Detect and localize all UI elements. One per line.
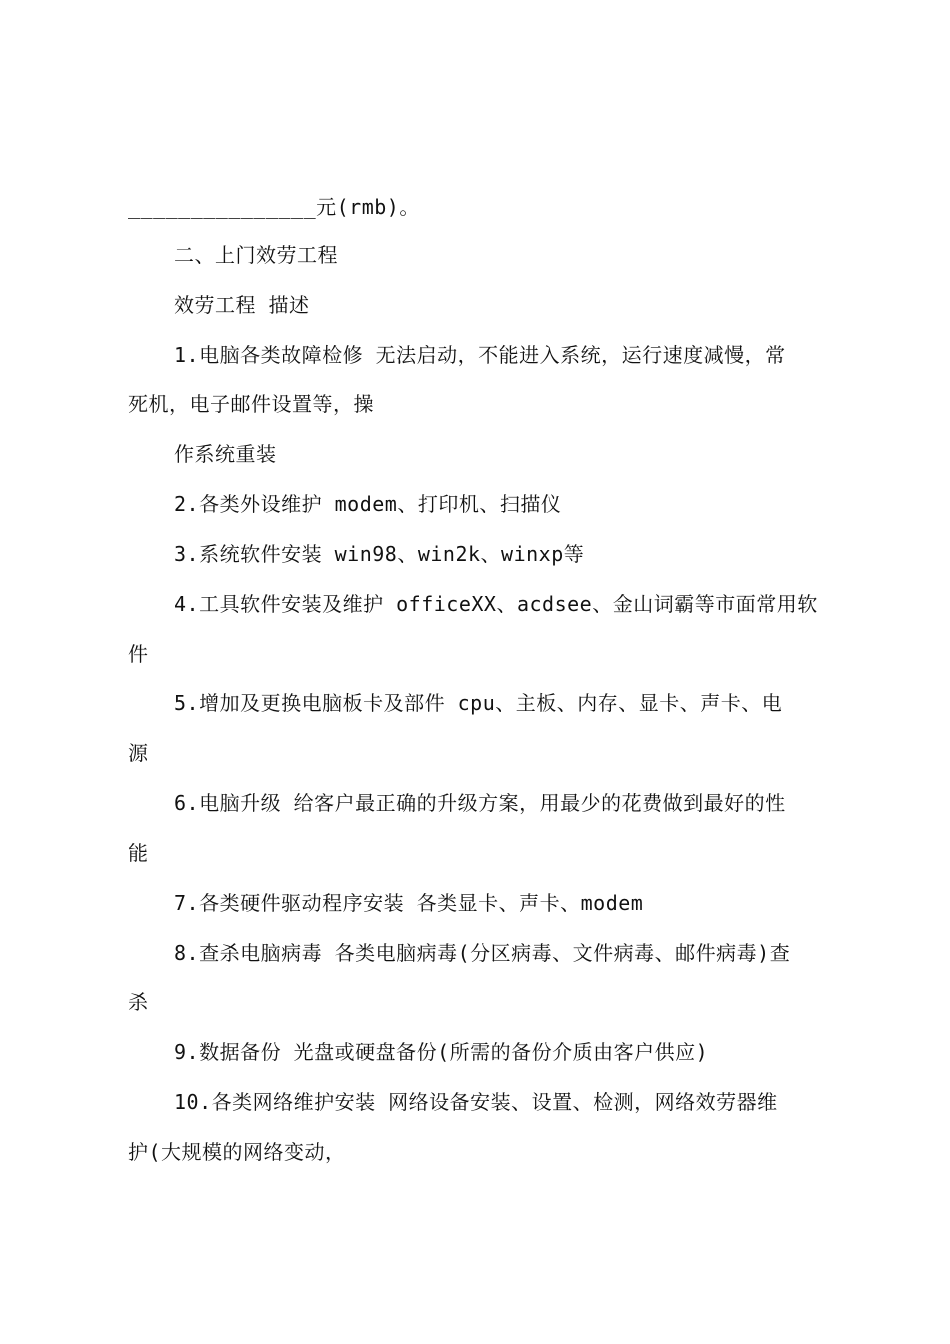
service-item-1-cont-2: 作系统重装 [174, 442, 277, 466]
service-item-4: 4.工具软件安装及维护 officeXX、acdsee、金山词霸等市面常用软 [174, 592, 818, 616]
service-item-3: 3.系统软件安装 win98、win2k、winxp等 [174, 542, 585, 566]
table-header-line: 效劳工程 描述 [174, 293, 310, 317]
price-line: _______________元(rmb)。 [128, 195, 420, 219]
service-item-10-cont: 护(大规模的网络变动， [128, 1140, 346, 1164]
service-item-8: 8.查杀电脑病毒 各类电脑病毒(分区病毒、文件病毒、邮件病毒)查 [174, 941, 791, 965]
service-item-2: 2.各类外设维护 modem、打印机、扫描仪 [174, 492, 562, 516]
service-item-6-cont: 能 [128, 841, 149, 865]
service-item-5-cont: 源 [128, 741, 149, 765]
service-item-1: 1.电脑各类故障检修 无法启动，不能进入系统，运行速度减慢，常 [174, 343, 786, 367]
service-item-6: 6.电脑升级 给客户最正确的升级方案，用最少的花费做到最好的性 [174, 791, 786, 815]
service-item-9: 9.数据备份 光盘或硬盘备份(所需的备份介质由客户供应) [174, 1040, 709, 1064]
service-item-1-cont: 死机，电子邮件设置等，操 [128, 392, 374, 416]
service-item-7: 7.各类硬件驱动程序安装 各类显卡、声卡、modem [174, 891, 644, 915]
service-item-10: 10.各类网络维护安装 网络设备安装、设置、检测，网络效劳器维 [174, 1090, 778, 1114]
service-item-5: 5.增加及更换电脑板卡及部件 cpu、主板、内存、显卡、声卡、电 [174, 691, 783, 715]
service-item-8-cont: 杀 [128, 990, 149, 1014]
service-item-4-cont: 件 [128, 642, 149, 666]
section-heading: 二、上门效劳工程 [174, 243, 338, 267]
